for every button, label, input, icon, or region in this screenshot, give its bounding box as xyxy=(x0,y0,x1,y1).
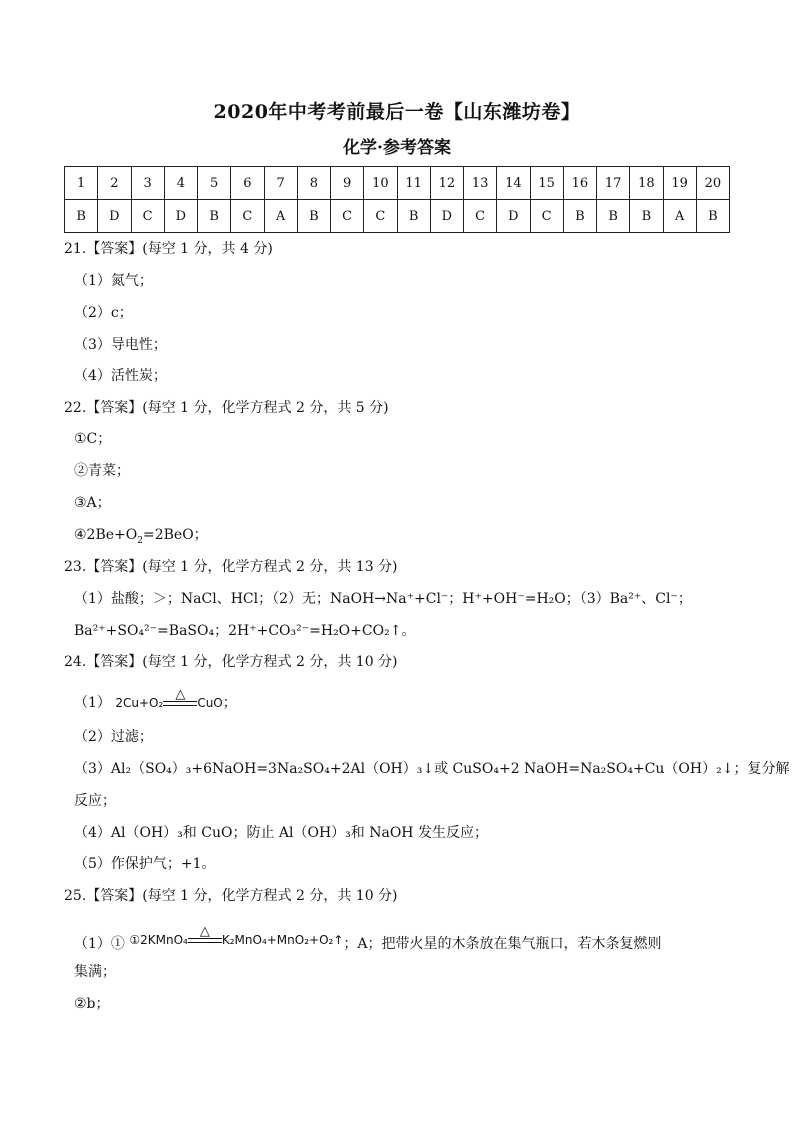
equals-heat-icon xyxy=(163,687,197,706)
q22-eq-suffix: =2BeO； xyxy=(142,527,208,543)
answer-table-number-cell: 9 xyxy=(331,167,364,200)
q21-header: 21.【答案】(每空 1 分，共 4 分) xyxy=(64,241,273,257)
q24-eq-right: CuO xyxy=(197,696,223,710)
q22-item-3: ③A； xyxy=(74,495,111,511)
q24-item-3-line-2: 反应； xyxy=(74,793,116,809)
q21-item-1: （1）氮气； xyxy=(74,273,153,289)
q25-equation xyxy=(129,924,344,950)
answer-table-number-cell: 8 xyxy=(297,167,330,200)
answer-table-answer-cell: B xyxy=(630,200,663,233)
q23-line-1: （1）盐酸；＞；NaCl、HCl；（2）无；NaOH→Na⁺+Cl⁻；H⁺+OH⁻=H₂O；（3）Ba²⁺、Cl⁻； xyxy=(74,591,692,607)
answer-table-number-cell: 1 xyxy=(65,167,98,200)
q22-item-2: ②青菜； xyxy=(74,463,130,479)
answer-table-number-cell: 20 xyxy=(696,167,729,200)
q24-equation xyxy=(115,687,223,713)
q25-eq-cond: △ xyxy=(199,924,210,939)
answer-table-number-cell: 16 xyxy=(563,167,596,200)
q24-eq-tail: ； xyxy=(222,695,237,711)
answer-table-number-cell: 12 xyxy=(430,167,463,200)
answer-table-answer-cell: B xyxy=(563,200,596,233)
q24-item-4: （4）Al（OH）₃和 CuO；防止 Al（OH）₃和 NaOH 发生反应； xyxy=(74,825,488,841)
q25-eq-tail: ；A；把带火星的木条放在集气瓶口，若木条复燃则 xyxy=(343,936,662,952)
answer-table-answer-cell: C xyxy=(131,200,164,233)
q21-item-2: （2）c； xyxy=(74,305,133,321)
answer-table-answer-cell: C xyxy=(231,200,264,233)
q21-item-3: （3）导电性； xyxy=(74,337,167,353)
answer-table-answer-cell: A xyxy=(663,200,696,233)
answer-table-answer-cell: B xyxy=(65,200,98,233)
q23-line-2: Ba²⁺+SO₄²⁻=BaSO₄；2H⁺+CO₃²⁻=H₂O+CO₂↑。 xyxy=(74,623,416,639)
answer-table-answer-cell: D xyxy=(497,200,530,233)
answer-table-answer-cell: B xyxy=(198,200,231,233)
q24-item-3-line-1: （3）Al₂（SO₄）₃+6NaOH=3Na₂SO₄+2Al（OH）₃↓或 CuSO₄+2 NaOH=Na₂SO₄+Cu（OH）₂↓；复分解 xyxy=(74,761,790,777)
q25-header: 25.【答案】(每空 1 分，化学方程式 2 分，共 10 分) xyxy=(64,888,398,904)
answer-table-answer-cell: A xyxy=(264,200,297,233)
answer-table-answer-cell: C xyxy=(364,200,397,233)
answer-table-number-cell: 13 xyxy=(464,167,497,200)
q24-eq-cond: △ xyxy=(175,687,186,702)
answer-table-number-cell: 17 xyxy=(597,167,630,200)
q25-line-2: 集满； xyxy=(74,964,116,980)
answer-table-answer-row xyxy=(65,200,730,233)
answer-table-answer-cell: C xyxy=(331,200,364,233)
q22-header: 22.【答案】(每空 1 分，化学方程式 2 分，共 5 分) xyxy=(64,400,389,416)
q24-eq-label: （1） xyxy=(74,695,111,711)
answer-table-number-cell: 5 xyxy=(198,167,231,200)
q24-header: 24.【答案】(每空 1 分，化学方程式 2 分，共 10 分) xyxy=(64,654,398,670)
q24-item-1 xyxy=(74,687,237,713)
answer-table xyxy=(64,166,730,233)
answer-table-number-row xyxy=(65,167,730,200)
answer-table-number-cell: 19 xyxy=(663,167,696,200)
answer-table-number-cell: 14 xyxy=(497,167,530,200)
q24-item-5: （5）作保护气；+1。 xyxy=(74,856,216,872)
answer-table-number-cell: 11 xyxy=(397,167,430,200)
q25-item-1 xyxy=(74,924,662,954)
answer-table-number-cell: 6 xyxy=(231,167,264,200)
q23-header: 23.【答案】(每空 1 分，化学方程式 2 分，共 13 分) xyxy=(64,559,398,575)
answer-table-number-cell: 7 xyxy=(264,167,297,200)
page-title: 2020年中考考前最后一卷【山东潍坊卷】 xyxy=(213,101,581,123)
answer-table-number-cell: 4 xyxy=(164,167,197,200)
answer-table-answer-cell: C xyxy=(530,200,563,233)
q22-eq-sub: 2 xyxy=(137,535,143,546)
answer-table-answer-cell: B xyxy=(297,200,330,233)
page-subtitle: 化学·参考答案 xyxy=(343,138,451,158)
answer-table-answer-cell: B xyxy=(696,200,729,233)
answer-table-answer-cell: C xyxy=(464,200,497,233)
answer-table-number-cell: 3 xyxy=(131,167,164,200)
q22-eq-prefix: ④2Be+O xyxy=(74,527,138,543)
q25-eq-label: （1）① xyxy=(74,936,125,952)
q25-item-b: ②b； xyxy=(74,996,110,1012)
q22-item-1: ①C； xyxy=(74,431,112,447)
answer-table-number-cell: 10 xyxy=(364,167,397,200)
q21-item-4: （4）活性炭； xyxy=(74,368,167,384)
q24-item-2: （2）过滤； xyxy=(74,729,153,745)
answer-table-answer-cell: D xyxy=(98,200,131,233)
answer-table-answer-cell: B xyxy=(597,200,630,233)
q22-item-4 xyxy=(74,525,208,545)
answer-table-answer-cell: D xyxy=(164,200,197,233)
q25-eq-right: K₂MnO₄+MnO₂+O₂↑ xyxy=(221,933,344,947)
equals-heat-icon xyxy=(188,924,222,943)
answer-table-number-cell: 18 xyxy=(630,167,663,200)
q25-eq-left: ①2KMnO₄ xyxy=(129,933,188,947)
answer-table-number-cell: 15 xyxy=(530,167,563,200)
answer-table-number-cell: 2 xyxy=(98,167,131,200)
q24-eq-left: 2Cu+O₂ xyxy=(115,696,164,710)
answer-table-answer-cell: D xyxy=(430,200,463,233)
answer-table-answer-cell: B xyxy=(397,200,430,233)
